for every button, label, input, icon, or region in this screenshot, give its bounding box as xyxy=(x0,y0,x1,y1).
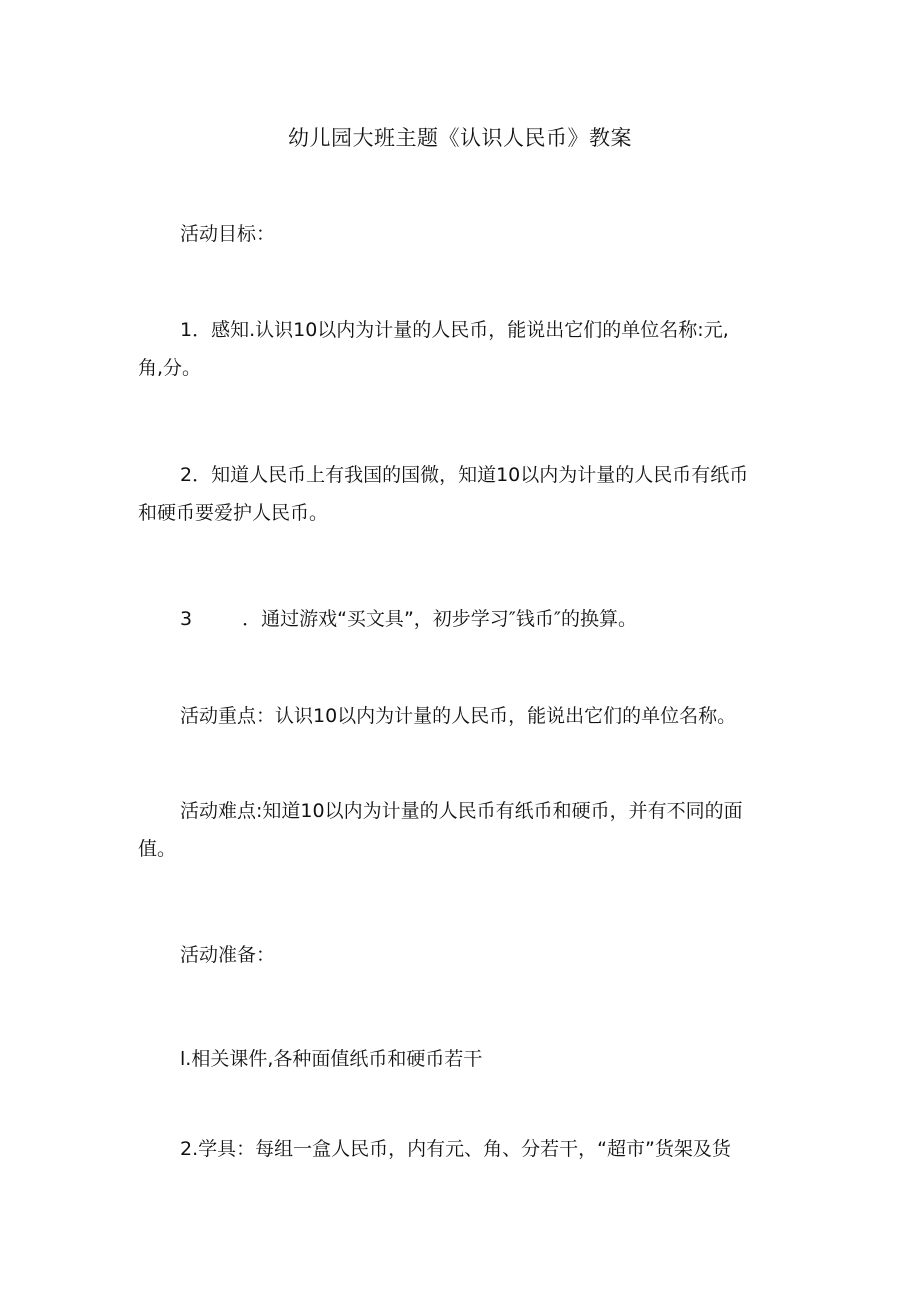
page-title: 幼儿园大班主题《认识人民币》教案 xyxy=(288,126,632,150)
goal-item-3 xyxy=(138,600,786,638)
difficulty xyxy=(138,792,786,868)
prep-heading xyxy=(138,936,786,974)
goal-item-2-line-2: 和硬币要爱护人民币。 xyxy=(138,502,329,524)
difficulty-line-1: 活动难点:知道10以内为计量的人民币有纸币和硬币，并有不同的面 xyxy=(180,800,743,822)
prep-item-2 xyxy=(138,1130,786,1168)
goal-item-1 xyxy=(138,311,786,387)
difficulty-line-2: 值。 xyxy=(138,838,177,860)
prep-heading-text: 活动准备： xyxy=(180,944,276,966)
key-point-text: 活动重点：认识10以内为计量的人民币，能说出它们的单位名称。 xyxy=(180,705,737,727)
goal-item-3-text: ．通过游戏“买文具”，初步学习″钱币″的换算。 xyxy=(242,608,637,630)
goal-heading xyxy=(138,215,786,253)
goal-item-2 xyxy=(138,456,786,532)
goal-item-1-line-1: 1．感知.认识10以内为计量的人民币，能说出它们的单位名称:元, xyxy=(180,319,729,341)
key-point xyxy=(138,697,786,735)
goal-item-2-line-1: 2．知道人民币上有我国的国微，知道10以内为计量的人民币有纸币 xyxy=(180,464,749,486)
goal-item-1-line-2: 角,分。 xyxy=(138,357,202,379)
goal-item-3-line xyxy=(138,600,786,638)
prep-item-2-text: 2.学具：每组一盒人民币，内有元、角、分若干，“超市”货架及货 xyxy=(180,1138,731,1160)
goal-item-3-number: 3 xyxy=(180,608,193,630)
prep-item-1 xyxy=(138,1040,786,1078)
prep-item-1-text: l.相关课件,各种面值纸币和硬币若干 xyxy=(180,1048,483,1070)
goal-heading-text: 活动目标： xyxy=(180,223,276,245)
